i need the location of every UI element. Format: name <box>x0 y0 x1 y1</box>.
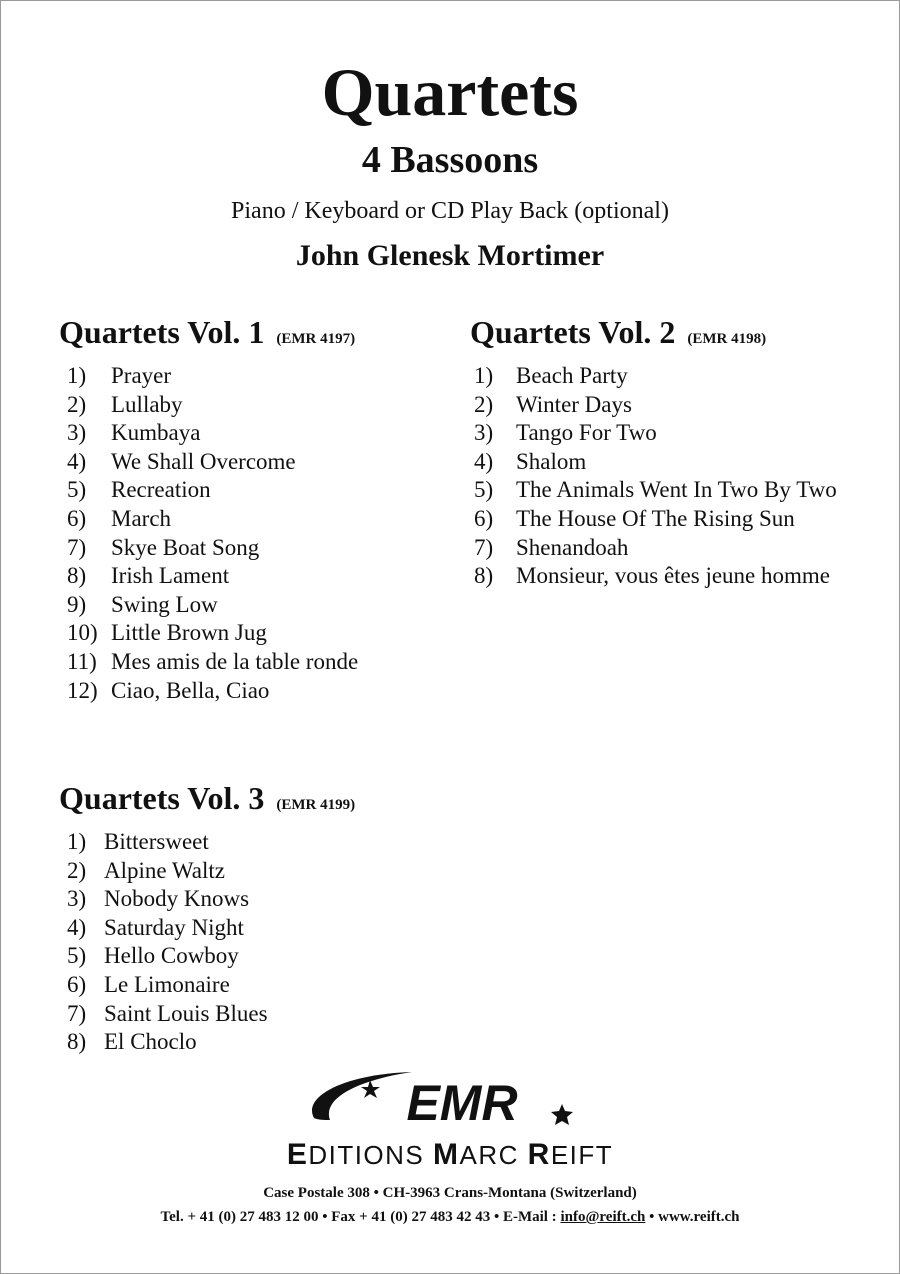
track-title: Shalom <box>516 448 587 474</box>
track-number: 5) <box>67 477 87 503</box>
volume-1 <box>59 316 358 705</box>
track-title: We Shall Overcome <box>111 448 296 474</box>
brand-initial: E <box>286 1138 309 1171</box>
track-title: Ciao, Bella, Ciao <box>111 677 270 703</box>
volume-title: Quartets Vol. 2 <box>470 314 676 350</box>
track-item <box>474 505 837 534</box>
volume-code: (EMR 4199) <box>276 797 356 813</box>
track-item <box>67 828 355 857</box>
track-item <box>67 1028 355 1057</box>
track-item <box>474 562 837 591</box>
track-number: 1) <box>67 363 87 388</box>
volume-title: Quartets Vol. 3 <box>59 780 265 816</box>
track-number: 5) <box>474 477 494 503</box>
track-item <box>67 914 355 943</box>
emr-logo <box>300 1068 590 1136</box>
track-number: 2) <box>67 857 87 883</box>
track-number: 12) <box>67 677 98 703</box>
track-title: Little Brown Jug <box>111 620 267 646</box>
track-title: Lullaby <box>111 391 183 417</box>
track-item <box>474 534 837 563</box>
track-number: 3) <box>67 420 87 446</box>
track-title: Tango For Two <box>516 420 657 446</box>
email-link[interactable]: info@reift.ch <box>560 1209 646 1225</box>
brand-initial: M <box>433 1138 460 1171</box>
track-number: 6) <box>67 505 87 531</box>
track-number: 4) <box>474 448 494 474</box>
track-title: Alpine Waltz <box>104 857 225 883</box>
track-number: 3) <box>474 420 494 446</box>
track-title: Beach Party <box>516 363 628 388</box>
instrumentation: Piano / Keyboard or CD Play Back (optional) <box>231 198 669 224</box>
volume-title: Quartets Vol. 1 <box>59 314 265 350</box>
track-item <box>67 677 358 706</box>
track-number: 7) <box>67 1000 87 1026</box>
track-number: 9) <box>67 591 87 617</box>
track-item <box>67 419 358 448</box>
track-title: Saint Louis Blues <box>104 1000 268 1026</box>
track-title: The House Of The Rising Sun <box>516 505 795 531</box>
track-title: Swing Low <box>111 591 218 617</box>
track-item <box>474 419 837 448</box>
volume-code: (EMR 4197) <box>276 331 356 347</box>
page-subtitle: 4 Bassoons <box>361 139 539 181</box>
track-title: Mes amis de la table ronde <box>111 648 359 674</box>
track-item <box>67 362 358 391</box>
volume-3 <box>59 782 355 1057</box>
track-title: Le Limonaire <box>104 971 230 997</box>
track-title: Winter Days <box>516 391 632 417</box>
track-item <box>67 971 355 1000</box>
contact-phone-fax: Tel. + 41 (0) 27 483 12 00 • Fax + 41 (0) 27 483 42 43 • E-Mail : <box>160 1209 561 1225</box>
track-number: 4) <box>67 448 87 474</box>
page-title: Quartets <box>321 54 579 130</box>
track-item <box>67 648 358 677</box>
track-item <box>67 391 358 420</box>
track-title: Hello Cowboy <box>104 943 239 969</box>
track-item <box>474 448 837 477</box>
track-number: 8) <box>474 563 494 589</box>
track-number: 7) <box>67 534 87 560</box>
track-list <box>474 362 837 591</box>
track-item <box>67 448 358 477</box>
track-title: Irish Lament <box>111 563 230 589</box>
track-number: 2) <box>474 391 494 417</box>
publisher-contact <box>0 1210 900 1225</box>
track-item <box>474 476 837 505</box>
logo-star-icon <box>551 1104 573 1125</box>
track-list <box>67 362 358 705</box>
track-title: Bittersweet <box>104 829 209 854</box>
logo-swoosh <box>312 1072 412 1120</box>
brand-initial: R <box>527 1138 551 1171</box>
track-title: El Choclo <box>104 1029 197 1055</box>
track-number: 4) <box>67 914 87 940</box>
track-number: 8) <box>67 1029 87 1055</box>
track-number: 8) <box>67 563 87 589</box>
volume-heading <box>59 782 355 814</box>
track-title: Nobody Knows <box>104 886 250 912</box>
publisher-name <box>0 1140 900 1170</box>
track-number: 11) <box>67 648 97 674</box>
track-number: 1) <box>474 363 494 388</box>
track-item <box>67 476 358 505</box>
track-number: 6) <box>474 505 494 531</box>
track-number: 6) <box>67 971 87 997</box>
volume-heading <box>59 316 358 348</box>
track-number: 3) <box>67 886 87 912</box>
track-title: Prayer <box>111 363 172 388</box>
logo-text: EMR <box>406 1075 518 1131</box>
track-item <box>67 885 355 914</box>
track-title: Recreation <box>111 477 211 503</box>
composer: John Glenesk Mortimer <box>295 239 605 272</box>
brand-word: DITIONS <box>308 1140 425 1170</box>
track-item <box>67 591 358 620</box>
track-title: March <box>111 505 172 531</box>
track-title: The Animals Went In Two By Two <box>516 477 837 503</box>
track-number: 7) <box>474 534 494 560</box>
volume-code: (EMR 4198) <box>687 331 767 347</box>
track-title: Monsieur, vous êtes jeune homme <box>516 563 830 589</box>
track-title: Saturday Night <box>104 914 244 940</box>
publisher-address: Case Postale 308 • CH-3963 Crans-Montana (Switzerland) <box>263 1185 637 1201</box>
track-item <box>67 1000 355 1029</box>
track-item <box>67 505 358 534</box>
track-item <box>474 391 837 420</box>
track-number: 2) <box>67 391 87 417</box>
track-item <box>67 534 358 563</box>
contact-website: • www.reift.ch <box>645 1209 740 1225</box>
brand-word: EIFT <box>550 1140 614 1170</box>
track-item <box>67 942 355 971</box>
track-item <box>67 857 355 886</box>
track-item <box>474 362 837 391</box>
track-item <box>67 619 358 648</box>
volume-heading <box>470 316 837 348</box>
track-title: Skye Boat Song <box>111 534 260 560</box>
track-title: Shenandoah <box>516 534 629 560</box>
track-number: 1) <box>67 829 87 854</box>
track-number: 10) <box>67 620 98 646</box>
track-title: Kumbaya <box>111 420 201 446</box>
track-number: 5) <box>67 943 87 969</box>
track-item <box>67 562 358 591</box>
volume-2 <box>470 316 837 591</box>
track-list <box>67 828 355 1057</box>
brand-word: ARC <box>459 1140 519 1170</box>
